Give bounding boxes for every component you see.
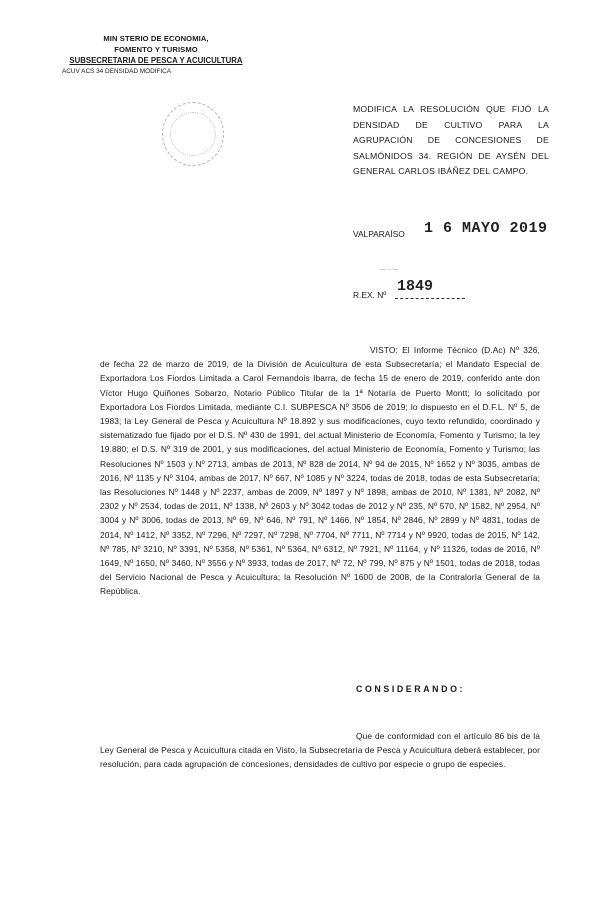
resolution-number: 1849 xyxy=(397,278,434,295)
ministry-line-2: FOMENTO Y TURISMO xyxy=(114,45,198,54)
visto-section xyxy=(100,343,540,599)
subsecretaria-name: SUBSECRETARIA DE PESCA Y ACUICULTURA xyxy=(69,56,243,65)
visto-paragraph: VISTO: El Informe Técnico (D.Ac) Nº 326, de fecha 22 de marzo de 2019, de la División de Acuicultura de esta Subsecretaría; el Mandato Especial de Exportadora Los Fiordos Limitada a Carol Fernandois Ibarra, de fecha 15 de enero de 2019, conferido ante don Víctor Hugo Quiñones Sobarzo, Notario Público Titular de la 1ª Notaría de Puerto Montt; lo solicitado por Exportadora Los Fiordos Limitada, mediante C.I. SUBPESCA Nº 3506 de 2019; lo dispuesto en el D.F.L. Nº 5, de 1983; la Ley General de Pesca y Acuicultura Nº 18.892 y sus modificaciones, cuyo texto refundido, coordinado y sistematizado fue fijado por el D.S. Nº 430 de 1991, del actual Ministerio de Economía, Fomento y Turismo; la ley 19.880; el D.S. Nº 319 de 2001, y sus modificaciones, del actual Ministerio de Economía, Fomento y Turismo; las Resoluciones Nº 1503 y Nº 2713, ambas de 2013, Nº 828 de 2014, Nº 94 de 2015, Nº 1652 y Nº 3035, ambas de 2016, Nº 1135 y Nº 3104, ambas de 2017, Nº 667, Nº 1085 y Nº 3224, todas de 2018, todas de esta Subsecretaría; las Resoluciones Nº 1448 y Nº 2237, ambas de 2009, Nº 1897 y Nº 1898, ambas de 2010, Nº 1381, Nº 2082, Nº 2302 y Nº 2534, todas de 2011, Nº 1338, Nº 2603 y Nº 3042 todas de 2012 y Nº 235, Nº 570, Nº 1582, Nº 2954, Nº 3004 y Nº 3006, todas de 2013, Nº 69, Nº 646, Nº 791, Nº 1466, Nº 1854, Nº 2846, Nº 2899 y Nº 4831, todas de 2014, Nº 1412, Nº 3352, Nº 7296, Nº 7297, Nº 7298, Nº 7704, Nº 7711, Nº 7714 y Nº 9920, todas de 2015, Nº 142, Nº 785, Nº 3210, Nº 3391, Nº 5358, Nº 5361, Nº 5364, Nº 6312, Nº 7921, Nº 11164, y Nº 11326, todas de 2016, Nº 1649, Nº 1650, Nº 3460, Nº 3556 y Nº 3933, todas de 2017, Nº 72, Nº 799, Nº 875 y Nº 1501, todas de 2018, todas del Servicio Nacional de Pesca y Acuicultura; la Resolución Nº 1600 de 2008, de la Contraloría General de la República. xyxy=(100,345,540,597)
letterhead xyxy=(56,33,256,77)
considerando-section xyxy=(100,729,540,772)
date-stamp: 1 6 MAYO 2019 xyxy=(424,220,548,237)
document-reference: ACUV ACS 34 DENSIDAD MODIFICA xyxy=(62,68,172,75)
office-stamp-inner-ring xyxy=(170,112,216,156)
rex-mark: — ··· — xyxy=(380,267,398,273)
considerando-paragraph-1: Que de conformidad con el artículo 86 bis de la Ley General de Pesca y Acuicultura citada en Visto, la Subsecretaría de Pesca y Acuicultura deberá establecer, por resolución, para cada agrupación de concesiones, densidades de cultivo por especie o grupo de especies. xyxy=(100,731,540,770)
rex-underline xyxy=(395,298,465,299)
place-label: VALPARAÍSO xyxy=(353,229,405,239)
ministry-line-1: MIN STERIO DE ECONOMIA, xyxy=(103,34,209,43)
rex-label: R.EX. Nº xyxy=(353,290,387,300)
resolution-subject: MODIFICA LA RESOLUCIÓN QUE FIJÓ LA DENSIDAD DE CULTIVO PARA LA AGRUPACIÓN DE CONCESIONES DE SALMÓNIDOS 34. REGIÓN DE AYSÉN DEL GENERAL CARLOS IBÁÑEZ DEL CAMPO. xyxy=(353,104,549,177)
considerando-heading: CONSIDERANDO: xyxy=(356,684,466,694)
